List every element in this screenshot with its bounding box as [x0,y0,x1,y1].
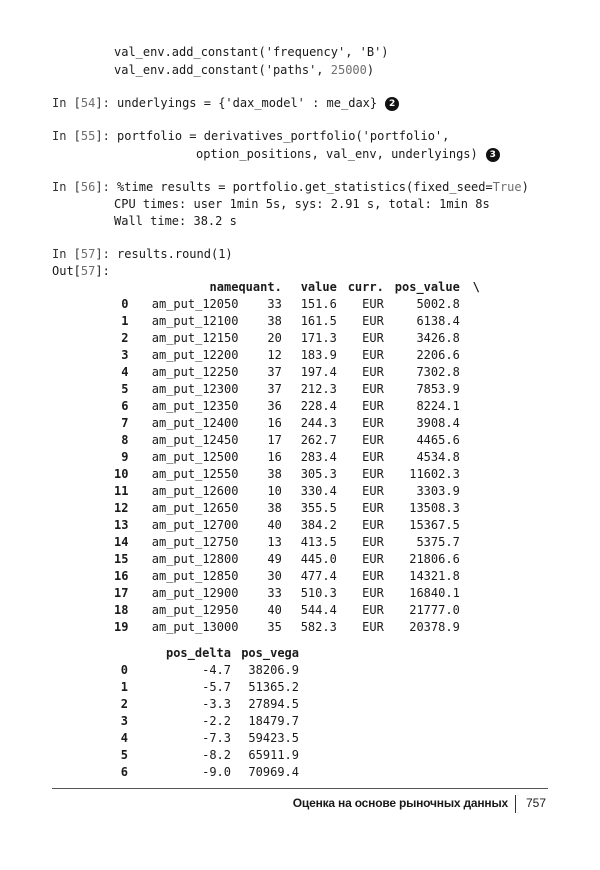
table-cell: 36 [267,399,282,413]
table-cell: 65911.9 [248,748,299,762]
table-cell: 59423.5 [248,731,299,745]
row-index: 1 [120,680,128,694]
table-cell: EUR [362,535,384,549]
column-header: curr. [347,280,384,294]
table-cell: 355.5 [300,501,337,515]
table-cell: am_put_12300 [151,382,239,396]
table-cell-empty [460,551,480,568]
table-cell: 171.3 [300,331,337,345]
table-cell: EUR [362,433,384,447]
table-cell: am_put_12650 [151,501,239,515]
table-cell: 330.4 [300,484,337,498]
table-cell-empty [460,330,480,347]
table-cell: am_put_12500 [151,450,239,464]
input-prompt: In [57]: [52,247,110,261]
callout-marker: 2 [385,97,399,111]
table-cell: 384.2 [300,518,337,532]
table-cell: 38 [267,314,282,328]
row-index: 13 [114,518,129,532]
row-index: 4 [120,731,128,745]
table-cell: 413.5 [300,535,337,549]
table-cell: 477.4 [300,569,337,583]
table-cell: 283.4 [300,450,337,464]
table-cell: EUR [362,382,384,396]
table-cell: -4.7 [202,663,231,677]
table-cell-empty [460,415,480,432]
table-cell: 35 [267,620,282,634]
table-cell: am_put_12450 [151,433,239,447]
table-row [114,602,480,619]
row-index: 6 [121,399,129,413]
callout-marker: 3 [486,148,500,162]
table-cell: 38 [267,467,282,481]
table-cell: 37 [267,382,282,396]
results-table-part2 [114,645,299,781]
table-cell: 5375.7 [416,535,460,549]
table-cell: 7302.8 [416,365,460,379]
table-cell: EUR [362,331,384,345]
table-cell: EUR [362,501,384,515]
table-cell: am_put_12700 [151,518,239,532]
table-cell: 15367.5 [409,518,460,532]
table-cell: -2.2 [202,714,231,728]
table-cell: 5002.8 [416,297,460,311]
row-index: 5 [120,748,128,762]
table-cell: 38 [267,501,282,515]
table-row [114,747,299,764]
table-cell: 16 [267,416,282,430]
column-header: pos_delta [165,646,231,660]
table-cell: 37 [267,365,282,379]
table-cell: EUR [362,416,384,430]
table-cell: 197.4 [300,365,337,379]
output-prompt: Out[57]: [52,264,110,278]
table-cell: am_put_12750 [151,535,239,549]
table-cell: am_put_12200 [151,348,239,362]
table-cell: 30 [267,569,282,583]
column-header: value [300,280,337,294]
table-row [114,398,480,415]
table-cell: EUR [362,399,384,413]
table-cell-empty [460,602,480,619]
table-cell: am_put_12950 [151,603,239,617]
table-cell: 3908.4 [416,416,460,430]
table-cell: am_put_12100 [151,314,239,328]
table-cell: 70969.4 [248,765,299,779]
column-header: pos_vega [241,646,299,660]
table-row [114,662,299,679]
results-table-part1 [114,279,480,636]
row-index: 5 [121,382,129,396]
table-cell: 4465.6 [416,433,460,447]
table-cell: 544.4 [300,603,337,617]
table-cell: 161.5 [300,314,337,328]
table-cell: EUR [362,569,384,583]
table-row [114,500,480,517]
table-cell: -7.3 [202,731,231,745]
table-cell-empty [460,313,480,330]
output-line: CPU times: user 1min 5s, sys: 2.91 s, total: 1min 8s [114,197,490,211]
page-number: 757 [526,796,547,810]
row-index: 14 [114,535,129,549]
table-cell: am_put_12400 [151,416,239,430]
row-index: 0 [120,663,128,677]
table-cell: 4534.8 [416,450,460,464]
table-cell: am_put_12350 [151,399,239,413]
table-cell: am_put_12850 [151,569,239,583]
row-index: 7 [121,416,129,430]
table-cell-empty [460,364,480,381]
table-cell: 21777.0 [409,603,460,617]
table-row [114,679,299,696]
table-row [114,432,480,449]
cell-57: In [57]: results.round(1) [52,247,233,261]
table-cell: 10 [267,484,282,498]
row-index: 3 [121,348,129,362]
table-cell: EUR [362,348,384,362]
table-row [114,619,480,636]
column-header: quant. [238,280,282,294]
table-cell: 40 [267,518,282,532]
row-index: 18 [114,603,129,617]
code-line: val_env.add_constant('paths', 25000) [114,63,375,77]
table-cell-empty [460,585,480,602]
table-cell: 33 [267,586,282,600]
table-cell: 51365.2 [248,680,299,694]
table-row [114,381,480,398]
table-cell: am_put_13000 [151,620,239,634]
code-line: option_positions, val_env, underlyings) 3 [196,146,500,163]
table-cell: am_put_12800 [151,552,239,566]
table-cell: -5.7 [202,680,231,694]
footer-separator [515,795,516,813]
table-cell: 20378.9 [409,620,460,634]
table-cell: 16840.1 [409,586,460,600]
row-index: 16 [114,569,129,583]
table-row [114,585,480,602]
input-prompt: In [55]: [52,129,110,143]
table-cell: 17 [267,433,282,447]
table-cell-empty [460,296,480,313]
table-row [114,517,480,534]
table-cell: 18479.7 [248,714,299,728]
table-cell: 228.4 [300,399,337,413]
table-cell: 33 [267,297,282,311]
table-cell: EUR [362,603,384,617]
row-index: 11 [114,484,129,498]
table-cell: am_put_12600 [151,484,239,498]
row-index: 2 [121,331,129,345]
table-cell: 11602.3 [409,467,460,481]
code-line: val_env.add_constant('frequency', 'B') [114,45,389,59]
table-row [114,466,480,483]
table-cell: 305.3 [300,467,337,481]
table-cell: 16 [267,450,282,464]
table-row [114,449,480,466]
table-cell: 38206.9 [248,663,299,677]
table-cell: EUR [362,467,384,481]
table-cell-empty [460,500,480,517]
table-cell-empty [460,449,480,466]
table-cell: 40 [267,603,282,617]
table-cell: EUR [362,620,384,634]
table-cell: 212.3 [300,382,337,396]
table-row [114,330,480,347]
table-cell: 8224.1 [416,399,460,413]
input-prompt: In [56]: [52,180,110,194]
table-row [114,730,299,747]
table-cell: 13508.3 [409,501,460,515]
input-prompt: In [54]: [52,96,110,110]
row-index: 17 [114,586,129,600]
table-cell: 582.3 [300,620,337,634]
table-cell: 7853.9 [416,382,460,396]
row-index: 0 [121,297,129,311]
row-index: 9 [121,450,129,464]
table-cell: EUR [362,484,384,498]
row-index: 2 [120,697,128,711]
table-row [114,764,299,781]
row-index: 8 [121,433,129,447]
column-header: name [209,280,239,294]
table-cell-empty [460,534,480,551]
table-cell-empty [460,466,480,483]
table-cell: 6138.4 [416,314,460,328]
table-cell: 3426.8 [416,331,460,345]
row-index: 1 [121,314,129,328]
table-cell: 3303.9 [416,484,460,498]
table-cell: 244.3 [300,416,337,430]
output-line: Wall time: 38.2 s [114,214,237,228]
row-index: 15 [114,552,129,566]
table-cell: EUR [362,586,384,600]
row-index: 12 [114,501,129,515]
row-index: 19 [114,620,129,634]
table-row [114,713,299,730]
table-row [114,483,480,500]
table-cell: EUR [362,365,384,379]
table-row [114,568,480,585]
table-cell: EUR [362,552,384,566]
row-index: 10 [114,467,129,481]
table-header-row [114,645,299,662]
table-cell: 14321.8 [409,569,460,583]
table-cell-empty [460,619,480,636]
table-cell: am_put_12900 [151,586,239,600]
table-cell: am_put_12150 [151,331,239,345]
footer-divider [52,788,548,789]
table-row [114,296,480,313]
row-index: 6 [120,765,128,779]
table-cell-empty [460,432,480,449]
table-cell: am_put_12050 [151,297,239,311]
cell-55: In [55]: portfolio = derivatives_portfolio('portfolio', [52,129,450,143]
table-cell: 183.9 [300,348,337,362]
table-cell: 151.6 [300,297,337,311]
table-cell: EUR [362,450,384,464]
table-cell-empty [460,381,480,398]
row-index: 4 [121,365,129,379]
table-cell: 13 [267,535,282,549]
column-header: pos_value [394,280,460,294]
cell-56: In [56]: %time results = portfolio.get_statistics(fixed_seed=True) [52,180,529,194]
table-row [114,551,480,568]
table-row [114,534,480,551]
table-cell-empty [460,517,480,534]
table-cell-empty [460,483,480,500]
table-header-row [114,279,480,296]
running-footer-title: Оценка на основе рыночных данных [292,796,508,810]
line-continuation: \ [472,280,480,294]
table-cell: 2206.6 [416,348,460,362]
table-cell: -9.0 [202,765,231,779]
table-cell: 49 [267,552,282,566]
table-cell: 262.7 [300,433,337,447]
table-row [114,347,480,364]
table-row [114,696,299,713]
table-cell: 510.3 [300,586,337,600]
table-cell-empty [460,398,480,415]
table-cell: EUR [362,297,384,311]
table-cell: 21806.6 [409,552,460,566]
table-cell: 20 [267,331,282,345]
table-cell: 12 [267,348,282,362]
table-cell: -3.3 [202,697,231,711]
table-cell: 27894.5 [248,697,299,711]
table-row [114,415,480,432]
table-row [114,313,480,330]
table-cell: am_put_12250 [151,365,239,379]
cell-54: In [54]: underlyings = {'dax_model' : me_dax} 2 [52,95,399,112]
table-row [114,364,480,381]
row-index: 3 [120,714,128,728]
table-cell: EUR [362,518,384,532]
table-cell: EUR [362,314,384,328]
table-cell: -8.2 [202,748,231,762]
table-cell-empty [460,568,480,585]
table-cell-empty [460,347,480,364]
table-cell: 445.0 [300,552,337,566]
table-cell: am_put_12550 [151,467,239,481]
